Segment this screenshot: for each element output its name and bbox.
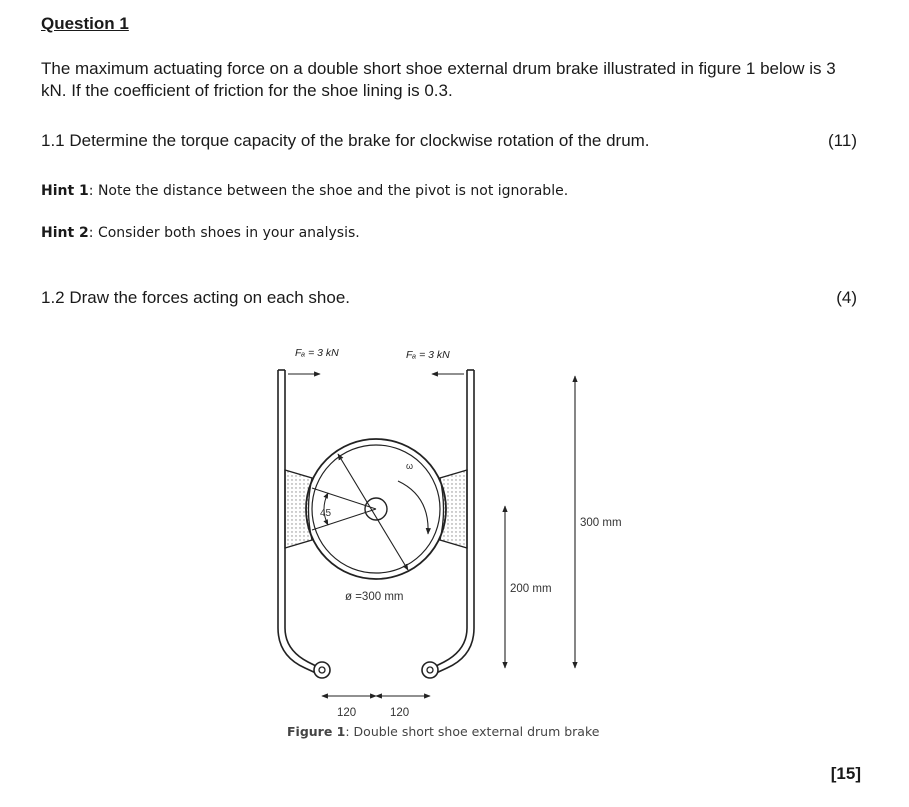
caption-label: Figure 1 [287, 724, 346, 739]
hint-1-label: Hint 1 [41, 183, 89, 199]
part-1-2-marks: (4) [836, 288, 857, 307]
force-label-left: Fₐ = 3 kN [295, 347, 339, 359]
question-heading: Question 1 [41, 14, 129, 33]
caption-text: : Double short shoe external drum brake [345, 724, 600, 739]
figure-caption [287, 724, 599, 739]
right-brake-shoe [440, 470, 467, 548]
diameter-label: ø =300 mm [345, 591, 404, 603]
force-label-right: Fₐ = 3 kN [406, 349, 450, 361]
total-marks: [15] [830, 764, 861, 783]
omega-label: ω [406, 461, 414, 471]
hint-2-text: : Consider both shoes in your analysis. [88, 225, 360, 241]
left-brake-shoe [285, 470, 312, 548]
dim-label-120-left: 120 [337, 707, 357, 719]
hint-1 [41, 183, 568, 199]
angle-label: 45 [320, 508, 332, 519]
part-1-2-text: 1.2 Draw the forces acting on each shoe. [41, 288, 351, 307]
hint-1-text: : Note the distance between the shoe and the pivot is not ignorable. [88, 183, 569, 199]
diameter-line [338, 454, 408, 570]
part-1-1-text: 1.1 Determine the torque capacity of the brake for clockwise rotation of the drum. [41, 131, 650, 150]
hint-2-label: Hint 2 [41, 225, 89, 241]
rotation-arrow [398, 481, 428, 534]
part-1-1-marks: (11) [828, 131, 857, 150]
drum-brake-figure [250, 338, 650, 723]
dim-label-300: 300 mm [580, 517, 622, 529]
hint-2 [41, 225, 360, 241]
question-intro: The maximum actuating force on a double short shoe external drum brake illustrated in figure 1 below is 3 kN. If the coefficient of friction for the shoe lining is 0.3. [41, 59, 836, 100]
dim-label-200: 200 mm [510, 583, 552, 595]
dim-label-120-right: 120 [390, 707, 410, 719]
